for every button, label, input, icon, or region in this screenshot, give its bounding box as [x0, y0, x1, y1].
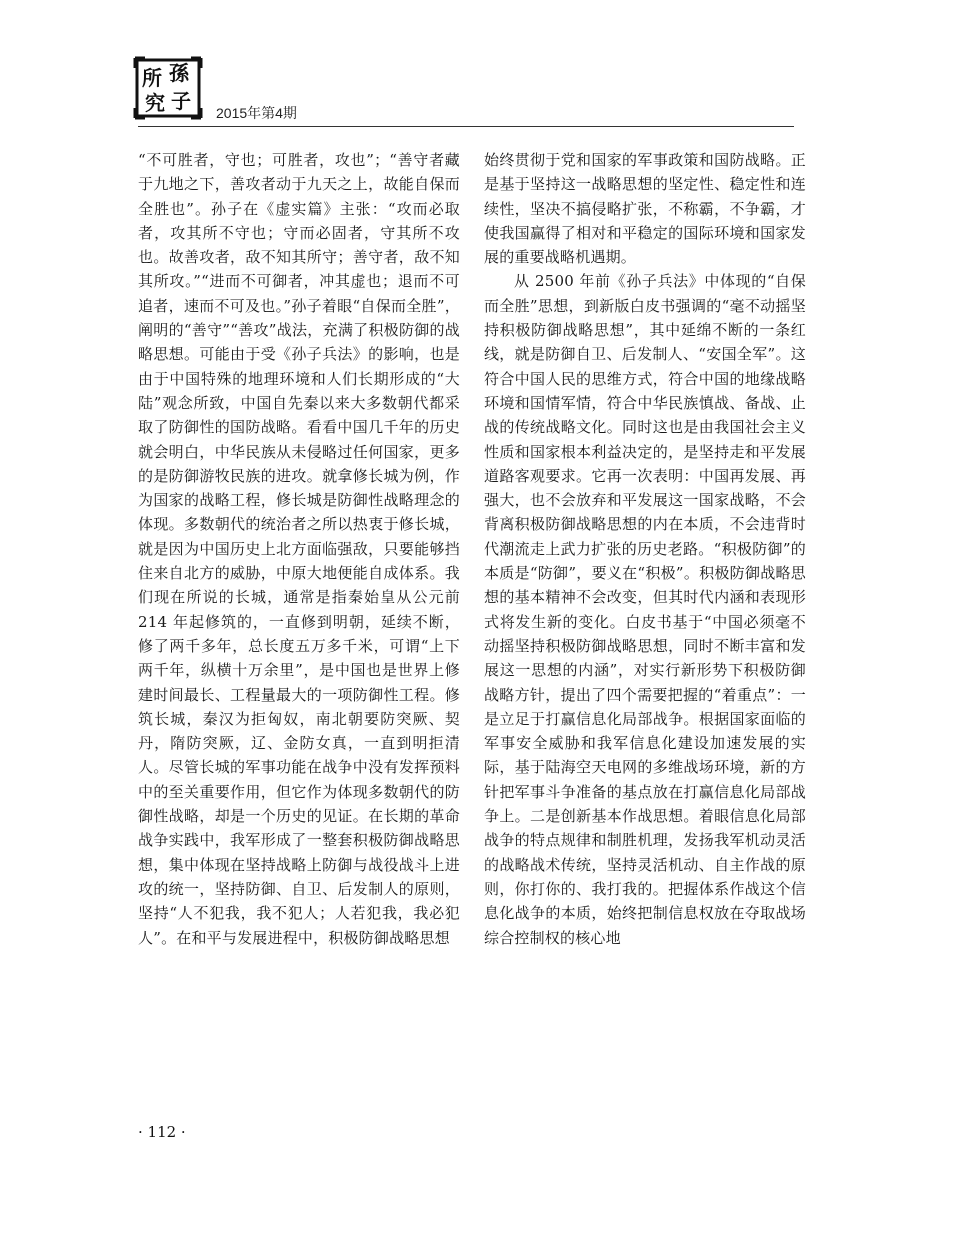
- left-paragraph: “不可胜者，守也；可胜者，攻也”；“善守者藏于九地之下，善攻者动于九天之上，故能自保而全胜也”。孙子在《虚实篇》主张：“攻而必取者，攻其所不守也；守而必固者，守其所不攻也。故善攻者，敌不知其所守；善守者，敌不知其所攻。”“进而不可御者，冲其虚也；退而不可追者，速而不可及也。”孙子着眼“自保而全胜”，阐明的“善守”“善攻”战法，充满了积极防御的战略思想。可能由于受《孙子兵法》的影响，也是由于中国特殊的地理环境和人们长期形成的“大陆”观念所致，中国自先秦以来大多数朝代都采取了防御性的国防战略。看看中国几千年的历史就会明白，中华民族从未侵略过任何国家，更多的是防御游牧民族的进攻。就拿修长城为例，作为国家的战略工程，修长城是防御性战略理念的体现。多数朝代的统治者之所以热衷于修长城，就是因为中国历史上北方面临强敌，只要能够挡住来自北方的威胁，中原大地便能自成体系。我们现在所说的长城，通常是指秦始皇从公元前 214 年起修筑的，一直修到明朝，延续不断，修了两千多年，总长度五万多千米，可谓“上下两千年，纵横十万余里”，是中国也是世界上修建时间最长、工程量最大的一项防御性工程。修筑长城，秦汉为拒匈奴，南北朝要防突厥、契丹，隋防突厥，辽、金防女真，一直到明拒清人。尽管长城的军事功能在战争中没有发挥预料中的至关重要作用，但它作为体现多数朝代的防御性战略，却是一个历史的见证。在长期的革命战争实践中，我军形成了一整套积极防御战略思想，集中体现在坚持战略上防御与战役战斗上进攻的统一，坚持防御、自卫、后发制人的原则，坚持“人不犯我，我不犯人；人若犯我，我必犯人”。在和平与发展进程中，积极防御战略思想: [138, 151, 460, 947]
- svg-text:子: 子: [171, 89, 191, 113]
- svg-text:所: 所: [142, 66, 162, 90]
- svg-text:孫: 孫: [169, 61, 189, 85]
- right-paragraph-1: 始终贯彻于党和国家的军事政策和国防战略。正是基于坚持这一战略思想的坚定性、稳定性和连续性，坚决不搞侵略扩张，不称霸，不争霸，才使我国赢得了相对和平稳定的国际环境和国家发展的重要战略机遇期。: [484, 151, 806, 267]
- journal-logo: [133, 56, 203, 120]
- right-paragraph-2: 从 2500 年前《孙子兵法》中体现的“自保而全胜”思想，到新版白皮书强调的“毫不动摇坚持积极防御战略思想”，其中延绵不断的一条红线，就是防御自卫、后发制人、“安国全军”。这符合中国人民的思维方式，符合中国的地缘战略环境和国情军情，符合中华民族慎战、备战、止战的传统战略文化。同时这也是由我国社会主义性质和国家根本利益决定的，是坚持走和平发展道路客观要求。它再一次表明：中国再发展、再强大，也不会放弃和平发展这一国家战略，不会背离积极防御战略思想的内在本质，不会违背时代潮流走上武力扩张的历史老路。“积极防御”的本质是“防御”，要义在“积极”。积极防御战略思想的基本精神不会改变，但其时代内涵和表现形式将发生新的变化。白皮书基于“中国必须毫不动摇坚持积极防御战略思想，同时不断丰富和发展这一思想的内涵”，对实行新形势下积极防御战略方针，提出了四个需要把握的“着重点”：一是立足于打赢信息化局部战争。根据国家面临的军事安全威胁和我军信息化建设加速发展的实际，基于陆海空天电网的多维战场环境，新的方针把军事斗争准备的基点放在打赢信息化局部战争上。二是创新基本作战思想。着眼信息化局部战争的特点规律和制胜机理，发扬我军机动灵活的战略战术传统，坚持灵活机动、自主作战的原则，你打你的、我打我的。把握体系作战这个信息化战争的本质，始终把制信息权放在夺取战场综合控制权的核心地: [484, 272, 806, 947]
- left-column: [138, 148, 460, 950]
- page-number: · 112 ·: [138, 1123, 186, 1141]
- right-column: [484, 148, 806, 950]
- issue-label: 2015年第4期: [216, 105, 297, 121]
- svg-text:究: 究: [145, 91, 165, 115]
- header-divider: [138, 126, 794, 127]
